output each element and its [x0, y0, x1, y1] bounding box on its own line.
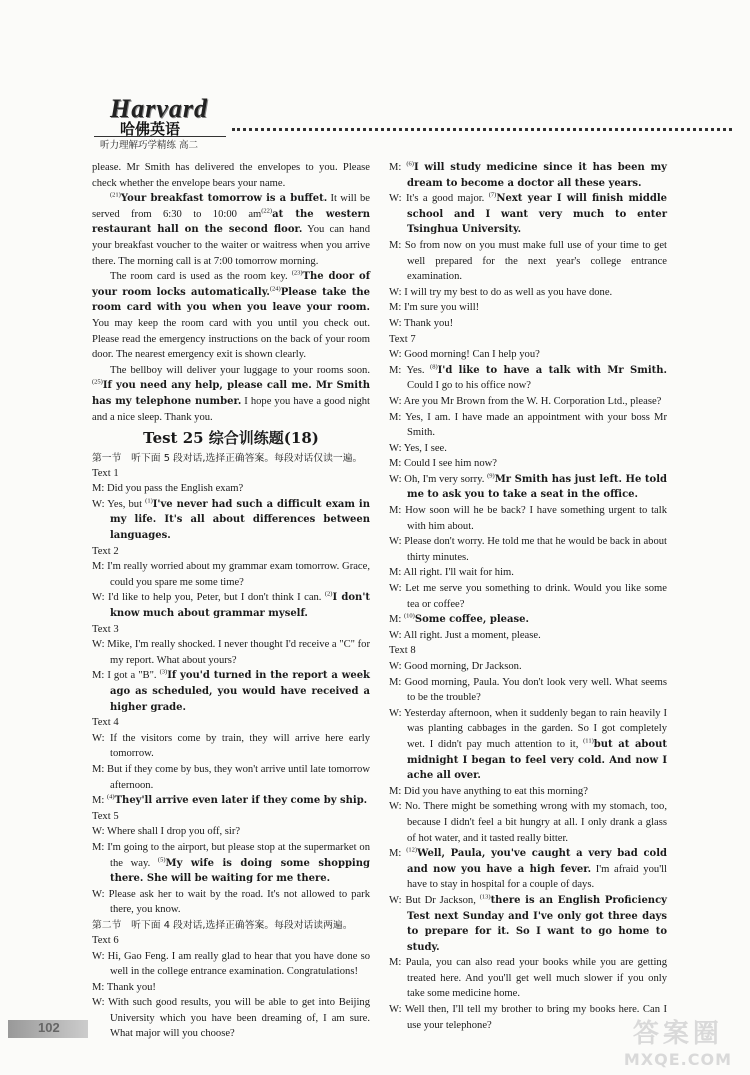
- text-run: M: I'm sure you will!: [389, 302, 480, 314]
- answer-text: Your breakfast tomorrow is a buffet.: [120, 193, 328, 205]
- text-run: W: Please ask her to wait by the road. It's not allowed to park there, you know.: [92, 888, 370, 916]
- question-number: (8): [430, 363, 438, 371]
- text-label: Text 1: [92, 467, 119, 479]
- dialogue-line: [389, 534, 667, 565]
- dialogue-line: [389, 955, 667, 1002]
- text-run: W: Let me serve you something to drink. Would you like some tea or coffee?: [389, 583, 667, 610]
- text-run: M: Yes.: [389, 364, 431, 376]
- left-column: [92, 160, 370, 1042]
- text-run: W: With such good results, you will be able to get into Beijing University which you have been dreaming of, I am sure. What major will you choose?: [92, 997, 370, 1040]
- text-label: Text 7: [389, 333, 416, 345]
- text-run: M: I'm really worried about my grammar exam tomorrow. Grace, could you spare me some time?: [92, 561, 370, 588]
- dialogue-line: [389, 441, 667, 457]
- question-number: (10): [404, 612, 415, 620]
- dialogue-line: [389, 238, 667, 285]
- text-run: W: No. There might be something wrong with my stomach, too, because I didn't feel a bit hungry at all. I only drank a glass of hot water, and it tasted really bitter.: [389, 801, 667, 844]
- text-run: please. Mr Smith has delivered the envelopes to you. Please check whether the envelope bears your name.: [92, 162, 370, 189]
- text-run: W: Yesterday afternoon, when it suddenly began to rain heavily I was planting cabbages in the garden. So I got completely wet. I didn't pay much attention to it,: [389, 707, 667, 750]
- dialogue-line: [92, 559, 370, 590]
- section1-instruction: 第一节 听下面 5 段对话,选择正确答案。每段对话仅读一遍。: [92, 452, 363, 464]
- text-run: W: If the visitors come by train, they will arrive here early tomorrow.: [92, 732, 370, 760]
- watermark-cn: 答案圈: [632, 1019, 723, 1049]
- brand-subtitle: 听力理解巧学精练 高二: [100, 140, 199, 151]
- text-run: W: Yes, but: [92, 498, 146, 510]
- passage-paragraph: [92, 269, 370, 363]
- dialogue-line: [92, 840, 370, 887]
- text-run: M: Good morning, Paula. You don't look very well. What seems to be the trouble?: [389, 676, 667, 704]
- dialogue-line: [389, 675, 667, 706]
- dialogue-line: [92, 497, 370, 544]
- dialogue-line: [389, 706, 667, 784]
- answer-text: Some coffee, please.: [414, 614, 529, 626]
- text-label: Text 5: [92, 810, 119, 822]
- section2-dialogues-continued: [389, 160, 667, 1033]
- text-run: W: Good morning, Dr Jackson.: [389, 661, 522, 672]
- dialogue-line: [92, 949, 370, 980]
- dialogue-line: [389, 846, 667, 893]
- question-number: (3): [159, 668, 168, 676]
- answer-text: there is an English Proficiency Test next Sunday and I've only got three days to prepare for it. So I want to go home to study.: [407, 894, 667, 953]
- question-number: (21): [110, 191, 121, 199]
- question-number: (22): [261, 207, 273, 215]
- text-run: W: All right. Just a moment, please.: [389, 629, 541, 641]
- dialogue-line: [389, 191, 667, 238]
- dialogue-line: [92, 590, 370, 621]
- dialogue-line: [389, 581, 667, 612]
- text-run: M: How soon will he be back? I have something urgent to talk with him about.: [389, 505, 667, 532]
- question-number: (7): [488, 191, 497, 199]
- watermark: [624, 1013, 732, 1069]
- passage-paragraph: [92, 160, 370, 191]
- answer-text: Please take the room card with you when you leave your room.: [92, 286, 370, 314]
- dialogue-line: [92, 637, 370, 668]
- answer-text: The door of your room locks automatically.: [92, 271, 371, 298]
- page-number: 102: [8, 1020, 88, 1038]
- text-run: You may keep the room card with you until you check out. Please read the emergency instructions on the back of your room door. The nearest emergency exit is shown clearly.: [92, 317, 370, 361]
- text-run: M: Yes, I am. I have made an appointment with your boss Mr Smith.: [389, 411, 667, 439]
- right-column: [389, 160, 667, 1033]
- text-run: W: Mike, I'm really shocked. I never thought I'd receive a "C" for my report. What about yours?: [92, 639, 370, 666]
- section1-dialogues: [92, 466, 370, 918]
- text-label: Text 2: [92, 545, 119, 557]
- text-run: W: Yes, I see.: [389, 442, 447, 454]
- dialogue-line: [389, 456, 667, 472]
- text-run: M: But if they come by bus, they won't arrive until late tomorrow afternoon.: [92, 763, 370, 791]
- text-run: W: Oh, I'm very sorry.: [389, 473, 488, 485]
- text-label: Text 3: [92, 623, 119, 635]
- question-number: (12): [406, 846, 418, 854]
- text-run: M:: [389, 614, 405, 626]
- dialogue-line: [92, 731, 370, 762]
- dialogue-line: [92, 980, 370, 996]
- dialogue-line: [389, 799, 667, 846]
- dialogue-line: [389, 784, 667, 800]
- text-label: Text 8: [389, 645, 416, 657]
- answer-text: They'll arrive even later if they come by ship.: [114, 795, 368, 807]
- test-title: Test 25 综合训练题(18): [143, 429, 319, 448]
- dialogue-line: [389, 410, 667, 441]
- text-run: W: Good morning! Can I help you?: [389, 349, 540, 361]
- text-run: W: Where shall I drop you off, sir?: [92, 826, 241, 838]
- question-number: (23): [291, 269, 303, 277]
- question-number: (24): [269, 285, 281, 293]
- answer-text: I will study medicine since it has been my dream to become a doctor all these years.: [407, 162, 667, 189]
- question-number: (25): [92, 378, 103, 386]
- text-run: M: I'm going to the airport, but please stop at the supermarket on the way.: [92, 841, 370, 869]
- dialogue-line: [92, 762, 370, 793]
- dialogue-line: [389, 316, 667, 332]
- dialogue-line: [92, 995, 370, 1042]
- page-header: [92, 94, 732, 154]
- dialogue-line: [389, 347, 667, 363]
- harvard-logo: Harvard: [110, 94, 208, 123]
- text-run: W: Thank you!: [389, 317, 454, 329]
- answer-text: Well, Paula, you've caught a very bad cold and now you have a high fever.: [407, 848, 667, 875]
- answer-text: I don't know much about grammar myself.: [110, 592, 370, 620]
- answer-text: I've never had such a difficult exam in my life. It's all about differences between languages.: [110, 498, 370, 542]
- text-run: You can hand your breakfast voucher to the waiter or waitress when you arrive there. The morning call is at 7:00 tomorrow morning.: [92, 224, 370, 267]
- answer-text: I'd like to have a talk with Mr Smith.: [437, 364, 667, 376]
- hotel-announcement: [92, 160, 370, 425]
- dialogue-line: [389, 612, 667, 628]
- answer-text: My wife is doing some shopping there. She will be waiting for me there.: [110, 857, 370, 885]
- answer-text: If you'd turned in the report a week ago as scheduled, you would have received a higher grade.: [110, 670, 370, 713]
- text-run: W: It's a good major.: [389, 193, 489, 205]
- question-number: (13): [479, 893, 491, 901]
- dialogue-line: [389, 893, 667, 955]
- dialogue-line: [389, 659, 667, 675]
- text-run: W: Well then, I'll tell my brother to bring my books here. Can I use your telephone?: [389, 1004, 667, 1031]
- dotted-rule: [232, 128, 732, 131]
- dialogue-line: [92, 668, 370, 715]
- text-label: Text 4: [92, 717, 119, 729]
- question-number: (9): [487, 472, 495, 480]
- question-number: (2): [324, 590, 333, 598]
- question-number: (4): [107, 793, 115, 801]
- answer-text: at the western restaurant hall on the second floor.: [92, 208, 370, 236]
- text-run: It will be served from 6:30 to 10:00 am: [92, 193, 370, 220]
- section2-instruction: 第二节 听下面 4 段对话,选择正确答案。每段对话读两遍。: [92, 919, 353, 931]
- text-run: M: Did you have anything to eat this morning?: [389, 785, 588, 797]
- text-run: M: Thank you!: [92, 981, 156, 993]
- text-run: M: Paula, you can also read your books while you are getting treated here. And you'll get well much slower if you only take some medicine home.: [389, 957, 667, 1000]
- text-run: M:: [389, 848, 407, 860]
- answer-text: but at about midnight I began to feel very cold. And now I ache all over.: [407, 738, 667, 782]
- answer-text: Mr Smith has just left. He told me to ask you to take a seat in the office.: [407, 473, 667, 501]
- question-number: (11): [583, 737, 594, 745]
- passage-paragraph: [92, 191, 370, 269]
- dialogue-line: [389, 160, 667, 191]
- dialogue-line: [92, 481, 370, 497]
- text-run: I'm afraid you'll have to stay in hospital for a couple of days.: [407, 863, 667, 891]
- dialogue-line: [389, 363, 667, 394]
- text-run: M: I got a "B".: [92, 670, 160, 682]
- text-run: M:: [92, 795, 108, 807]
- question-number: (5): [157, 856, 166, 863]
- text-run: The bellboy will deliver your luggage to your rooms soon.: [110, 364, 370, 376]
- text-run: M: Could I see him now?: [389, 458, 497, 470]
- passage-paragraph: [92, 363, 370, 425]
- dialogue-line: [92, 824, 370, 840]
- text-run: M: So from now on you must make full use of your time to get well prepared for the next year's college entrance examination.: [389, 239, 667, 283]
- text-run: M: Did you pass the English exam?: [92, 483, 244, 495]
- question-number: (6): [406, 160, 414, 168]
- text-run: W: Hi, Gao Feng. I am really glad to hear that you have done so well in the college entrance examination. Congratulations!: [92, 950, 370, 978]
- dialogue-line: [92, 887, 370, 918]
- answer-text: Next year I will finish middle school and I want very much to enter Tsinghua University.: [407, 193, 667, 236]
- text-label: Text 6: [92, 934, 119, 946]
- dialogue-line: [389, 503, 667, 534]
- dialogue-line: [389, 628, 667, 644]
- dialogue-line: [389, 472, 667, 503]
- text-run: M: All right. I'll wait for him.: [389, 567, 514, 579]
- question-number: (1): [145, 497, 153, 505]
- dialogue-line: [389, 394, 667, 410]
- dialogue-line: [389, 300, 667, 316]
- text-run: W: Please don't worry. He told me that he would be back in about thirty minutes.: [389, 536, 667, 563]
- text-run: Could I go to his office now?: [407, 380, 531, 392]
- text-run: The room card is used as the room key.: [110, 271, 292, 283]
- dialogue-line: [389, 565, 667, 581]
- dialogue-line: [92, 793, 370, 809]
- text-run: W: Are you Mr Brown from the W. H. Corporation Ltd., please?: [389, 395, 662, 407]
- text-run: W: I will try my best to do as well as you have done.: [389, 286, 613, 298]
- text-run: M:: [389, 162, 407, 173]
- text-run: W: But Dr Jackson,: [389, 894, 480, 906]
- answer-text: If you need any help, please call me. Mr Smith has my telephone number.: [92, 380, 370, 407]
- dialogue-line: [389, 285, 667, 301]
- text-run: W: I'd like to help you, Peter, but I don't think I can.: [92, 592, 325, 604]
- section2-dialogues: [92, 933, 370, 1042]
- brand-title: 哈佛英语: [120, 120, 181, 138]
- text-run: I hope you have a good night and a nice sleep. Thank you.: [92, 395, 370, 423]
- watermark-en: MXQE.COM: [623, 1050, 732, 1069]
